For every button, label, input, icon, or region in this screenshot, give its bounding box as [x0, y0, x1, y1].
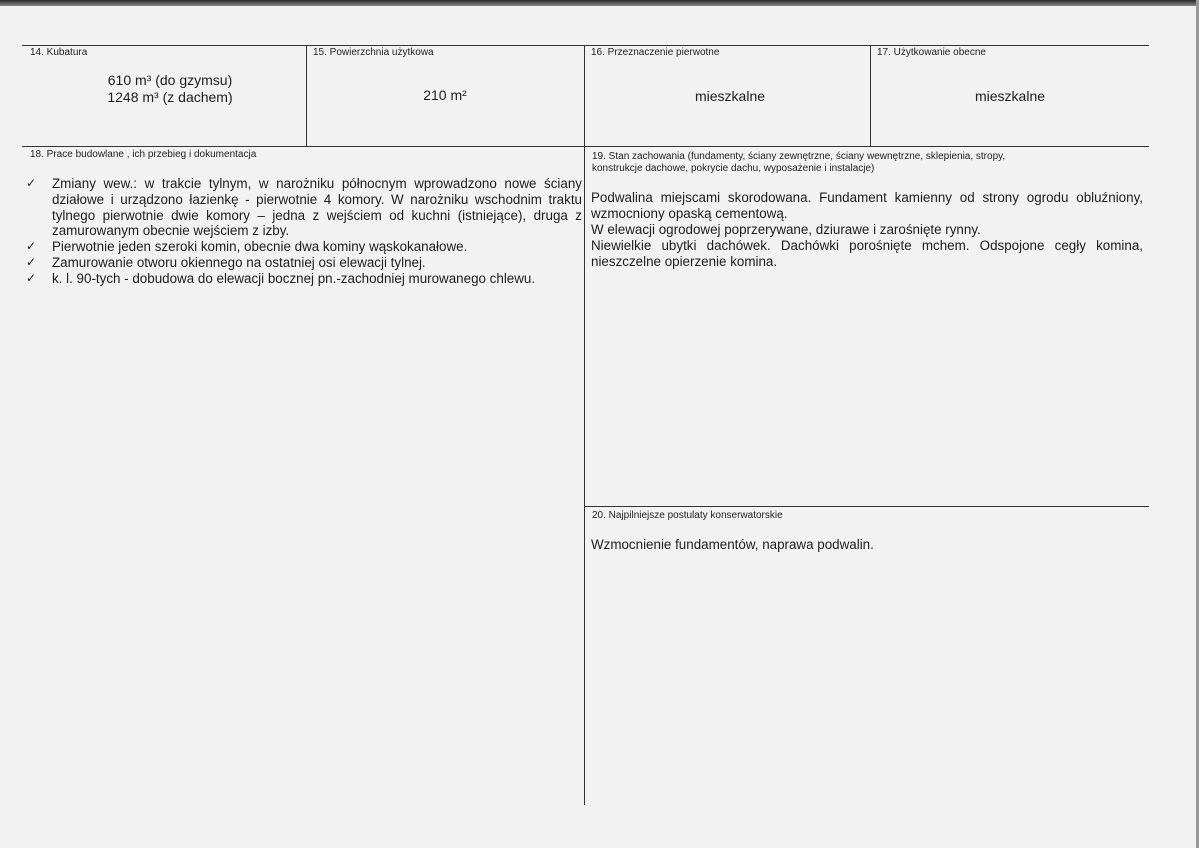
list-item — [26, 255, 582, 271]
list-item-text: k. l. 90-tych - dobudowa do elewacji bocznej pn.-zachodniej murowanego chlewu. — [52, 270, 536, 286]
prace-label: 18. Prace budowlane , ich przebieg i dokumentacja — [30, 149, 257, 160]
kubatura-value-1: 610 m³ (do gzymsu) — [107, 72, 233, 88]
stan-line-3: Niewielkie ubytki dachówek. Dachówki porośnięte mchem. Odspojone cegły komina, nieszczelne opierzenie komina. — [591, 238, 1143, 269]
list-item — [26, 271, 582, 287]
kubatura-value — [60, 72, 280, 106]
stan-text — [591, 190, 1143, 270]
stan-label-line-2: konstrukcje dachowe, pokrycie dachu, wyposażenie i instalacje) — [592, 163, 875, 174]
kubatura-label: 14. Kubatura — [30, 47, 88, 58]
checkmark-icon: ✓ — [26, 270, 37, 285]
column-divider-3 — [870, 45, 871, 146]
list-item — [26, 239, 582, 255]
table-top-border — [22, 45, 1149, 46]
uzytkowanie-value: mieszkalne — [974, 88, 1046, 104]
checkmark-icon: ✓ — [26, 239, 37, 254]
stan-line-1: Podwalina miejscami skorodowana. Fundament kamienny od strony ogrodu obluźniony, wzmocniony opaską cementową. — [591, 190, 1143, 221]
stan-label-line-1: 19. Stan zachowania (fundamenty, ściany zewnętrzne, ściany wewnętrzne, sklepienia, stropy, — [592, 151, 1006, 162]
stan-line-2: W elewacji ogrodowej poprzerywane, dziurawe i zarośnięte rynny. — [591, 222, 981, 237]
list-item-text: Pierwotnie jeden szeroki komin, obecnie dwa kominy wąskokanałowe. — [52, 239, 468, 255]
przeznaczenie-value: mieszkalne — [694, 88, 766, 104]
column-divider-1 — [306, 45, 307, 146]
list-item-text: Zmiany wew.: w trakcie tylnym, w narożniku północnym wprowadzono nowe ściany działowe i urządzono łazienkę - pierwotnie 4 komory. W narożniku wschodnim traktu tylnego pierwotnie dwie komory – jedna z wejściem od kuchni (istniejące), druga z zamurowanym obecnie wejściem z izby. — [52, 176, 582, 239]
kubatura-value-2: 1248 m³ (z dachem) — [107, 89, 233, 105]
postulaty-text: Wzmocnienie fundamentów, naprawa podwalin. — [591, 537, 874, 552]
list-item — [26, 176, 582, 239]
checkmark-icon: ✓ — [26, 176, 37, 190]
powierzchnia-label: 15. Powierzchnia użytkowa — [313, 47, 434, 58]
list-item-text: Zamurowanie otworu okiennego na ostatniej osi elewacji tylnej. — [52, 254, 426, 270]
powierzchnia-value: 210 m² — [423, 87, 467, 103]
postulaty-label: 20. Najpilniejsze postulaty konserwatorskie — [592, 510, 783, 521]
przeznaczenie-label: 16. Przeznaczenie pierwotne — [591, 47, 720, 58]
uzytkowanie-label: 17. Użytkowanie obecne — [877, 47, 986, 58]
row-divider — [22, 146, 1149, 147]
prace-list — [26, 176, 582, 287]
checkmark-icon: ✓ — [26, 254, 37, 269]
section-divider — [584, 506, 1149, 507]
column-divider-2 — [584, 45, 585, 805]
scan-top-edge — [0, 0, 1199, 6]
